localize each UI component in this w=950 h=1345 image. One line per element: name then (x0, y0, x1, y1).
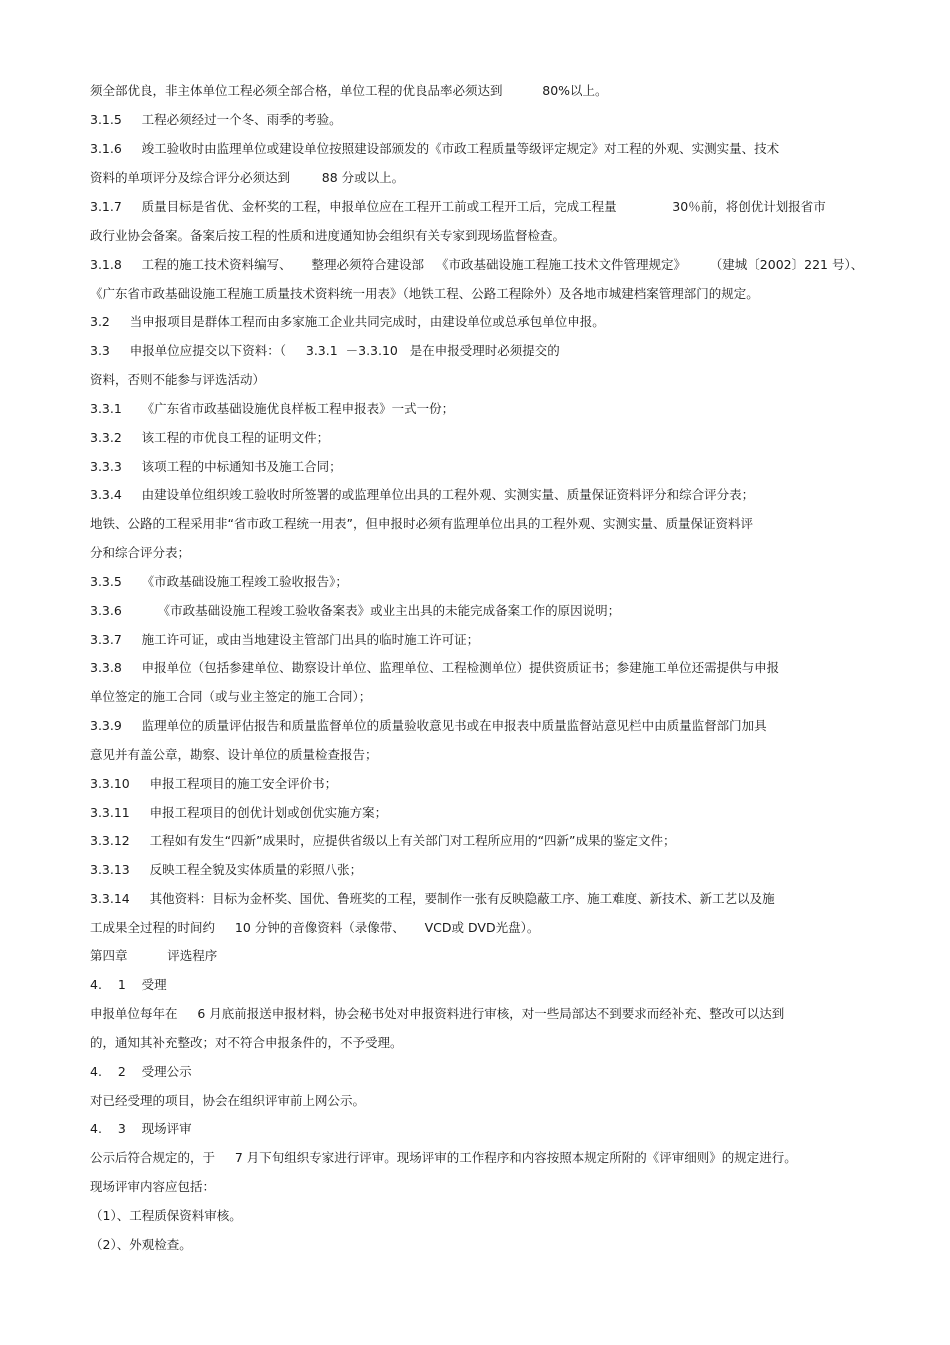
text-line: 3.3.13 反映工程全貌及实体质量的彩照八张； (90, 862, 363, 877)
text-line: 3.3.8 申报单位（包括参建单位、勘察设计单位、监理单位、工程检测单位）提供资质证书；参建施工单位还需提供与申报 (90, 660, 780, 675)
text-line: 3.3.5 《市政基础设施工程竣工验收报告》； (90, 574, 348, 589)
text-line: 3.3.14 其他资料：目标为金杯奖、国优、鲁班奖的工程，要制作一张有反映隐蔽工序、施工难度、新技术、新工艺以及施 (90, 891, 775, 906)
list-item: （1）、工程质保资料审核。 (90, 1208, 242, 1223)
text-line: 地铁、公路的工程采用非“省市政工程统一用表”，但申报时必须有监理单位出具的工程外观、实测实量、质量保证资料评 (90, 516, 753, 531)
text-line: 3.2 当申报项目是群体工程而由多家施工企业共同完成时，由建设单位或总承包单位申报。 (90, 314, 605, 329)
text-line: 3.1.5 工程必须经过一个冬、雨季的考验。 (90, 112, 342, 127)
text-line: 公示后符合规定的，于 7 月下旬组织专家进行评审。现场评审的工作程序和内容按照本规定所附的《评审细则》的规定进行。 (90, 1150, 797, 1165)
text-line: 政行业协会备案。备案后按工程的性质和进度通知协会组织有关专家到现场监督检查。 (90, 228, 566, 243)
text-line: 资料，否则不能参与评选活动） (90, 372, 266, 387)
text-line: 3.3.4 由建设单位组织竣工验收时所签署的或监理单位出具的工程外观、实测实量、质量保证资料评分和综合评分表； (90, 487, 755, 502)
text-line: 申报单位每年在 6 月底前报送申报材料，协会秘书处对申报资料进行审核，对一些局部达不到要求而经补充、整改可以达到 (90, 1006, 785, 1021)
text-line: 3.1.7 质量目标是省优、金杯奖的工程，申报单位应在工程开工前或工程开工后，完成工程量 30％前，将创优计划报省市 (90, 199, 826, 214)
section-heading: 4. 1 受理 (90, 977, 167, 992)
text-line: 的，通知其补充整改；对不符合申报条件的，不予受理。 (90, 1035, 403, 1050)
text-line: 《广东省市政基础设施工程施工质量技术资料统一用表》（地铁工程、公路工程除外）及各地市城建档案管理部门的规定。 (90, 286, 759, 301)
text-line: 3.3.10 申报工程项目的施工安全评价书； (90, 776, 338, 791)
text-line: 3.1.6 竣工验收时由监理单位或建设单位按照建设部颁发的《市政工程质量等级评定规定》对工程的外观、实测实量、技术 (90, 141, 780, 156)
text-line: 3.3.9 监理单位的质量评估报告和质量监督单位的质量验收意见书或在申报表中质量监督站意见栏中由质量监督部门加具 (90, 718, 767, 733)
chapter-heading: 第四章 评选程序 (90, 948, 218, 963)
text-line: 单位签定的施工合同（或与业主签定的施工合同）； (90, 689, 372, 704)
text-line: 须全部优良，非主体单位工程必须全部合格，单位工程的优良品率必须达到 80%以上。 (90, 83, 608, 98)
text-line: 3.3.1 《广东省市政基础设施优良样板工程申报表》一式一份； (90, 401, 455, 416)
text-line: 3.3.12 工程如有发生“四新”成果时，应提供省级以上有关部门对工程所应用的“四新”成果的鉴定文件； (90, 833, 676, 848)
text-line: 3.3.3 该项工程的中标通知书及施工合同； (90, 459, 342, 474)
text-line: 工成果全过程的时间约 10 分钟的音像资料（录像带、 VCD或 DVD光盘）。 (90, 920, 540, 935)
text-line: 资料的单项评分及综合评分必须达到 88 分或以上。 (90, 170, 405, 185)
list-item: （2）、外观检查。 (90, 1237, 192, 1252)
text-line: 3.3.2 该工程的市优良工程的证明文件； (90, 430, 330, 445)
text-line: 分和综合评分表； (90, 545, 191, 560)
text-line: 对已经受理的项目，协会在组织评审前上网公示。 (90, 1093, 366, 1108)
section-heading: 4. 3 现场评审 (90, 1121, 192, 1136)
text-line: 现场评审内容应包括： (90, 1179, 216, 1194)
text-line: 意见并有盖公章，勘察、设计单位的质量检查报告； (90, 747, 378, 762)
text-line: 3.1.8 工程的施工技术资料编写、 整理必须符合建设部 《市政基础设施工程施工技术文件管理规定》 （建城〔2002〕221 号）、 (90, 257, 864, 272)
text-line: 3.3 申报单位应提交以下资料：（ 3.3.1 －3.3.10 是在申报受理时必须提交的 (90, 343, 560, 358)
text-line: 3.3.6 《市政基础设施工程竣工验收备案表》或业主出具的未能完成备案工作的原因说明； (90, 603, 621, 618)
text-line: 3.3.11 申报工程项目的创优计划或创优实施方案； (90, 805, 388, 820)
section-heading: 4. 2 受理公示 (90, 1064, 192, 1079)
text-line: 3.3.7 施工许可证，或由当地建设主管部门出具的临时施工许可证； (90, 632, 480, 647)
